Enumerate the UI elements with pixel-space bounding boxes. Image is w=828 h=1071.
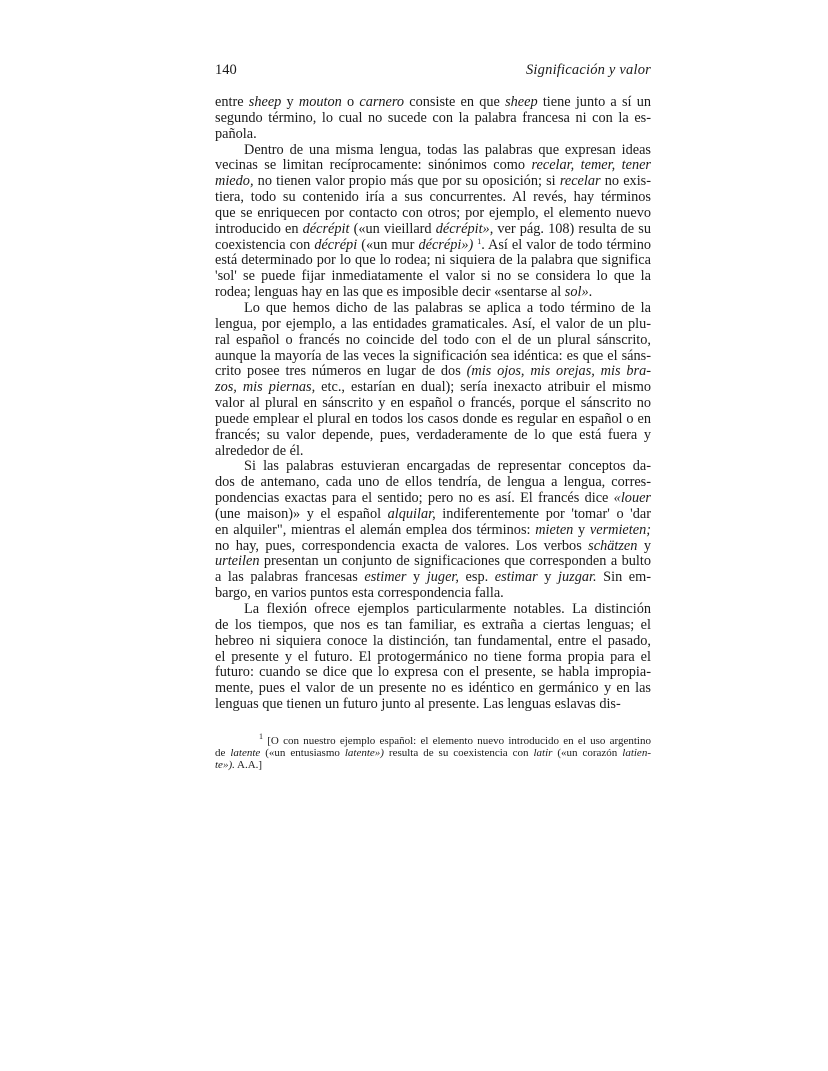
- italic-term: sheep: [248, 94, 282, 110]
- text-line: Si las palabras estuvieran encargadas de representar conceptos da-: [244, 458, 651, 475]
- italic-term: schätzen: [588, 537, 638, 554]
- italic-term: vermieten;: [589, 521, 651, 538]
- text-line: pondencias exactas para el sentido; pero no es así. El francés dice «louer: [215, 490, 651, 507]
- text-line: mente, pues el valor de un presente no es idéntico en germánico y en las: [215, 680, 651, 697]
- text-line: pañola.: [215, 125, 257, 142]
- text-line: La flexión ofrece ejemplos particularmente notables. La distinción: [244, 601, 651, 617]
- text-line: crito posee tres números en lugar de dos (mis ojos, mis orejas, mis bra-: [215, 363, 652, 380]
- italic-term: décrépi»): [418, 236, 474, 253]
- italic-term: «louer: [613, 490, 651, 507]
- text-line: de los tiempos, que nos es tan familiar, es extraña a ciertas lenguas; el: [215, 616, 651, 633]
- italic-term: latente»): [344, 747, 384, 760]
- text-line: a las palabras francesas estimer y juger, esp. estimar y juzgar. Sin em-: [215, 569, 652, 586]
- italic-term: estimer: [364, 569, 407, 586]
- italic-term: zos, mis piernas,: [215, 379, 316, 396]
- italic-term: sheep: [505, 94, 538, 110]
- body-text: [215, 95, 651, 713]
- text-line: valor al plural en sánscrito y en español o francés, porque el sánscrito no: [215, 395, 651, 412]
- text-line: lenguas que tienen un futuro junto al presente. Las lenguas eslavas dis-: [215, 696, 621, 713]
- paragraph: [215, 301, 651, 459]
- text-line: que se enriquecen por contacto con otros; por ejemplo, el elemento nuevo: [215, 204, 651, 221]
- text-line: ral español o francés no coincide del todo con el de un plural sánscrito,: [215, 331, 651, 348]
- text-line: te»). A.A.]: [215, 759, 263, 772]
- text-line: Dentro de una misma lengua, todas las palabras que expresan ideas: [244, 141, 651, 158]
- text-line: aunque la mayoría de las veces la significación sea idéntica: es que el sáns-: [215, 347, 651, 364]
- italic-term: latien-: [622, 747, 651, 760]
- running-head: [215, 62, 651, 82]
- italic-term: te»).: [215, 759, 235, 772]
- paragraph: [215, 602, 651, 713]
- italic-term: décrépit: [302, 220, 350, 237]
- italic-term: mieten: [535, 521, 574, 538]
- footnotes: [215, 732, 651, 772]
- italic-term: urteilen: [215, 553, 260, 570]
- italic-term: recelar, temer, tener: [531, 157, 652, 174]
- text-line: miedo, no tienen valor propio más que por su oposición; si recelar no exis-: [215, 173, 651, 190]
- text-line: hebreo ni siquiera conoce la distinción, tan fundamental, entre el pasado,: [215, 632, 651, 649]
- text-line: 'sol' se puede fijar inmediatamente el valor si no se considera lo que la: [215, 268, 651, 285]
- text-line: futuro: cuando se dice que lo expresa con el presente, se habla impropia-: [215, 664, 651, 681]
- italic-term: latente: [230, 747, 261, 760]
- text-line: (une maison)» y el español alquilar, indiferentemente por 'tomar' o 'dar: [215, 505, 651, 522]
- section-title: Significación y valor: [525, 62, 651, 78]
- italic-term: décrépi: [314, 236, 358, 253]
- text-line: no hay, pues, correspondencia exacta de valores. Los verbos schätzen y: [215, 537, 651, 554]
- text-line: coexistencia con décrépi («un mur décrépi») $^1$. Así el valor de todo término: [215, 236, 652, 253]
- italic-term: miedo,: [215, 173, 254, 190]
- italic-term: alquilar,: [387, 505, 436, 522]
- text-line: segundo término, lo cual no sucede con la palabra francesa ni con la es-: [215, 109, 651, 126]
- italic-term: décrépit»,: [435, 220, 494, 237]
- italic-term: estimar: [494, 569, 538, 586]
- text-line: vecinas se limitan recíprocamente: sinónimos como recelar, temer, tener: [215, 157, 652, 174]
- text-line: bargo, en varios puntos esta correspondencia falla.: [215, 585, 504, 602]
- page-number: 140: [215, 62, 237, 78]
- text-line: entre sheep y mouton o carnero consiste en que sheep tiene junto a sí un: [215, 94, 651, 110]
- text-line: el presente y el futuro. El protogermánico no tiene forma propia para el: [215, 648, 651, 665]
- text-line: puede emplear el plural en todos los casos donde es regular en español o en: [215, 410, 651, 427]
- text-line: lengua, por ejemplo, a las entidades gramaticales. Así, el valor de un plu-: [215, 315, 651, 332]
- italic-term: (mis ojos, mis orejas, mis bra-: [466, 363, 652, 380]
- paragraph: [215, 95, 651, 143]
- text-line: de latente («un entusiasmo latente») resulta de su coexistencia con latir («un corazón latien-: [215, 747, 651, 760]
- text-line: urteilen presentan un conjunto de significaciones que corresponden a bulto: [215, 553, 651, 570]
- text-line: en alquiler", mientras el alemán emplea dos términos: mieten y vermieten;: [215, 521, 651, 538]
- italic-term: carnero: [359, 94, 405, 110]
- text-line: introducido en décrépit («un vieillard décrépit», ver pág. 108) resulta de su: [215, 220, 651, 237]
- italic-term: sol»: [564, 284, 589, 301]
- footnote: [215, 732, 651, 772]
- footnote-marker: 1: [477, 236, 482, 246]
- text-line: alrededor de él.: [215, 442, 304, 459]
- italic-term: latir: [533, 747, 553, 760]
- paragraph: [215, 459, 651, 602]
- italic-term: juger,: [426, 569, 459, 586]
- text-line: zos, mis piernas, etc., estarían en dual); sería inexacto atribuir el mismo: [215, 379, 651, 396]
- footnote-marker: 1: [259, 732, 263, 741]
- text-line: tiera, todo su contenido iría a sus concurrentes. Al revés, hay términos: [215, 189, 651, 206]
- text-line: está determinado por lo que lo rodea; ni siquiera de la palabra que significa: [215, 252, 651, 269]
- italic-term: mouton: [298, 94, 342, 110]
- text-line: $^1$ [O con nuestro ejemplo español: el elemento nuevo introducido en el uso argentino: [259, 732, 651, 747]
- text-line: dos de antemano, cada uno de ellos tendría, de lengua a lengua, corres-: [215, 474, 651, 491]
- italic-term: recelar: [559, 173, 601, 190]
- text-line: Lo que hemos dicho de las palabras se aplica a todo término de la: [244, 299, 651, 316]
- text-line: francés; su valor depende, pues, verdaderamente de lo que está fuera y: [215, 426, 651, 443]
- italic-term: juzgar.: [558, 569, 597, 586]
- text-line: rodea; lenguas hay en las que es imposible decir «sentarse al sol».: [215, 284, 593, 301]
- paragraph: [215, 143, 651, 301]
